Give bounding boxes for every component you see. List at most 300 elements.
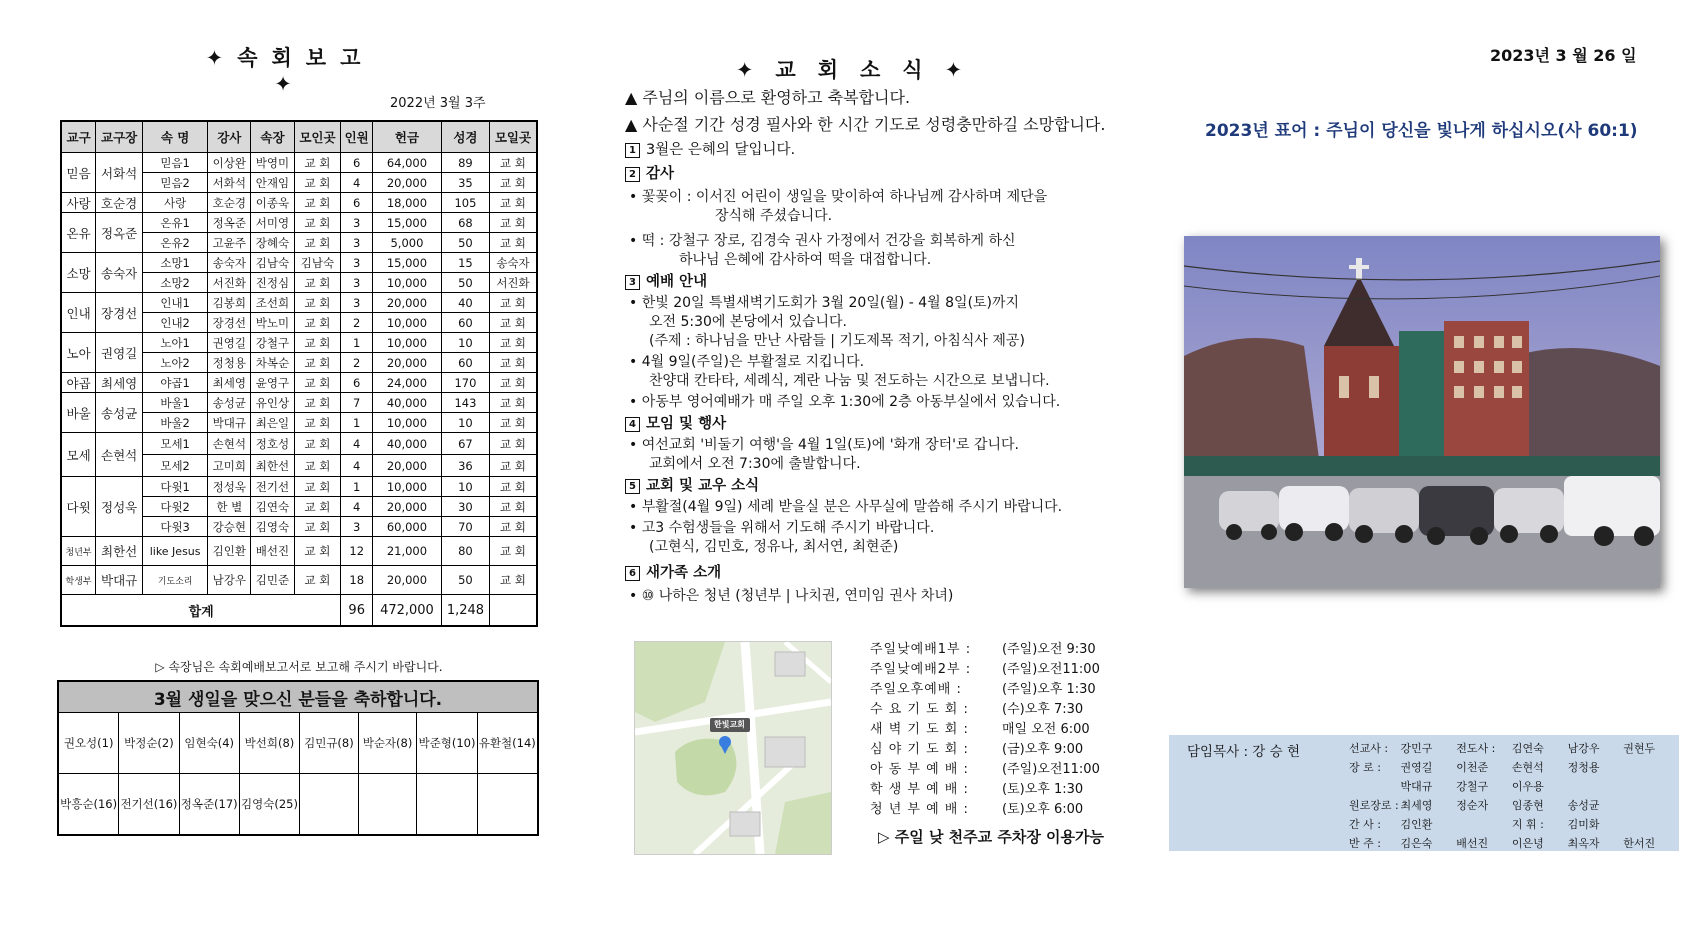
report-cell: 교 회 bbox=[294, 333, 341, 353]
report-cell: 최은일 bbox=[251, 413, 294, 433]
report-cell: 6 bbox=[341, 373, 373, 393]
report-cell: 차복순 bbox=[251, 353, 294, 373]
schedule-time: (수)오후 7:30 bbox=[1002, 702, 1084, 717]
report-cell: 교 회 bbox=[489, 413, 537, 433]
schedule-label: 학 생 부 예 배 : bbox=[870, 782, 969, 797]
schedule-row bbox=[870, 780, 1110, 800]
report-row bbox=[61, 253, 537, 273]
report-cell: 12 bbox=[341, 537, 373, 566]
early-prayer-theme: (주제 : 하나님을 만난 사람들 | 기도제목 적기, 아침식사 제공) bbox=[649, 333, 1025, 349]
report-row bbox=[61, 566, 537, 595]
map-graphic bbox=[635, 642, 831, 854]
report-cell: 송성균 bbox=[208, 393, 251, 413]
report-cell: 서진화 bbox=[489, 273, 537, 293]
report-cell: 1 bbox=[341, 477, 373, 497]
staff-name: 지 휘 : bbox=[1511, 817, 1544, 831]
birthday-cell: 전기선(16) bbox=[119, 774, 179, 836]
report-header-cell: 속 명 bbox=[143, 121, 208, 153]
report-header-cell: 인원 bbox=[341, 121, 373, 153]
report-cell: like Jesus bbox=[143, 537, 208, 566]
thanks-flowers: • 꽃꽂이 : 이서진 어린이 생일을 맞이하여 하나님께 감사하며 제단을 bbox=[629, 189, 1048, 205]
district-cell: 온유 bbox=[61, 213, 96, 253]
report-cell: 장혜숙 bbox=[251, 233, 294, 253]
district-cell: 노아 bbox=[61, 333, 96, 373]
report-cell: 교 회 bbox=[294, 193, 341, 213]
staff-row bbox=[1349, 833, 1679, 852]
report-cell: 박노미 bbox=[251, 313, 294, 333]
english-worship-line: • 아동부 영어예배가 매 주일 오후 1:30에 2층 아동부실에서 있습니다. bbox=[629, 394, 1061, 410]
schedule-time: (토)오후 6:00 bbox=[1002, 802, 1084, 817]
birthday-cell: 김민규(8) bbox=[300, 713, 359, 774]
report-cell: 한 별 bbox=[208, 497, 251, 517]
report-cell: 10,000 bbox=[373, 477, 442, 497]
report-cell: 진정심 bbox=[251, 273, 294, 293]
report-cell: 50 bbox=[441, 233, 489, 253]
district-leader-cell: 송성균 bbox=[96, 393, 143, 433]
birthday-cell: 유환철(14) bbox=[477, 713, 538, 774]
report-cell: 김연숙 bbox=[251, 497, 294, 517]
birthday-row bbox=[58, 774, 538, 836]
report-cell: 교 회 bbox=[294, 373, 341, 393]
trip-detail: 교회에서 오전 7:30에 출발합니다. bbox=[649, 456, 861, 472]
report-cell: 교 회 bbox=[294, 393, 341, 413]
church-news bbox=[625, 84, 1125, 606]
report-cell: 교 회 bbox=[489, 353, 537, 373]
report-cell: 교 회 bbox=[489, 497, 537, 517]
report-cell: 교 회 bbox=[489, 313, 537, 333]
report-cell: 서진화 bbox=[208, 273, 251, 293]
staff-name: 정순자 bbox=[1456, 798, 1489, 812]
report-cell: 교 회 bbox=[489, 293, 537, 313]
section-2: 2 감사 bbox=[625, 162, 1125, 186]
report-row bbox=[61, 537, 537, 566]
report-cell: 20,000 bbox=[373, 173, 442, 193]
report-cell: 이종욱 bbox=[251, 193, 294, 213]
report-cell: 교 회 bbox=[489, 153, 537, 173]
report-cell: 5,000 bbox=[373, 233, 442, 253]
staff-name: 전도사 : bbox=[1456, 741, 1496, 755]
report-cell: 인내1 bbox=[143, 293, 208, 313]
report-cell: 전기선 bbox=[251, 477, 294, 497]
birthday-cell bbox=[417, 774, 477, 836]
report-cell: 교 회 bbox=[294, 537, 341, 566]
report-row bbox=[61, 373, 537, 393]
schedule-label: 수 요 기 도 회 : bbox=[870, 702, 969, 717]
report-row bbox=[61, 433, 537, 455]
birthday-table bbox=[57, 680, 539, 836]
report-cell: 교 회 bbox=[489, 213, 537, 233]
report-cell: 안재임 bbox=[251, 173, 294, 193]
section-4: 4 모임 및 행사 bbox=[625, 412, 1125, 436]
report-cell: 교 회 bbox=[489, 537, 537, 566]
schedule-row bbox=[870, 760, 1110, 780]
birthday-cell bbox=[300, 774, 359, 836]
schedule-label: 아 동 부 예 배 : bbox=[870, 762, 969, 777]
report-cell: 40,000 bbox=[373, 433, 442, 455]
report-cell: 조선희 bbox=[251, 293, 294, 313]
district-cell: 사랑 bbox=[61, 193, 96, 213]
report-cell: 6 bbox=[341, 153, 373, 173]
report-row bbox=[61, 153, 537, 173]
thanks-rice-cake: • 떡 : 강철구 장로, 김경숙 권사 가정에서 건강을 회복하게 하신 bbox=[629, 233, 1016, 249]
schedule-row bbox=[870, 700, 1110, 720]
report-row bbox=[61, 293, 537, 313]
district-cell: 인내 bbox=[61, 293, 96, 333]
report-cell: 모세2 bbox=[143, 455, 208, 477]
exam-students: (고현식, 김민호, 정유나, 최서연, 최현준) bbox=[649, 539, 899, 555]
report-cell: 2 bbox=[341, 313, 373, 333]
staff-name: 배선진 bbox=[1456, 836, 1489, 850]
report-cell: 기도소리 bbox=[143, 566, 208, 595]
schedule-label: 주일낮예배2부 : bbox=[870, 662, 972, 677]
report-cell: 21,000 bbox=[373, 537, 442, 566]
total-empty bbox=[489, 595, 537, 627]
report-cell: 15,000 bbox=[373, 213, 442, 233]
birthday-cell: 박흥순(16) bbox=[58, 774, 119, 836]
birthday-cell: 박선희(8) bbox=[239, 713, 299, 774]
schedule-label: 주일낮예배1부 : bbox=[870, 642, 972, 657]
staff-row bbox=[1349, 795, 1679, 814]
staff-name: 이천준 bbox=[1456, 760, 1489, 774]
cell-group-report-table bbox=[60, 120, 538, 627]
report-cell: 다윗3 bbox=[143, 517, 208, 537]
easter-line: • 4월 9일(주일)은 부활절로 지킵니다. bbox=[629, 354, 865, 370]
report-header-cell: 교구장 bbox=[96, 121, 143, 153]
report-cell: 교 회 bbox=[294, 233, 341, 253]
schedule-time: (금)오후 9:00 bbox=[1002, 742, 1084, 757]
birthday-cell: 정옥준(17) bbox=[179, 774, 239, 836]
report-cell: 고윤주 bbox=[208, 233, 251, 253]
staff-name: 이우용 bbox=[1511, 779, 1544, 793]
report-title: ✦속회보고✦ bbox=[205, 46, 375, 96]
report-cell: 89 bbox=[441, 153, 489, 173]
report-total-row bbox=[61, 595, 537, 627]
church-photo bbox=[1184, 236, 1660, 588]
report-cell: 교 회 bbox=[489, 233, 537, 253]
report-cell: 18 bbox=[341, 566, 373, 595]
staff-role: 간 사 : bbox=[1349, 817, 1381, 831]
new-family-line: • ⑩ 나하은 청년 (청년부 | 나치권, 연미임 권사 차녀) bbox=[629, 588, 954, 604]
report-cell: 3 bbox=[341, 517, 373, 537]
church-staff-box bbox=[1169, 735, 1679, 851]
report-cell: 다윗2 bbox=[143, 497, 208, 517]
report-cell: 1 bbox=[341, 413, 373, 433]
schedule-time: 매일 오전 6:00 bbox=[1002, 722, 1090, 737]
report-cell: 소망2 bbox=[143, 273, 208, 293]
report-cell: 소망1 bbox=[143, 253, 208, 273]
report-cell: 3 bbox=[341, 233, 373, 253]
report-cell: 24,000 bbox=[373, 373, 442, 393]
report-cell: 20,000 bbox=[373, 566, 442, 595]
report-cell: 4 bbox=[341, 433, 373, 455]
report-row bbox=[61, 193, 537, 213]
report-cell: 김봉희 bbox=[208, 293, 251, 313]
staff-name: 박대규 bbox=[1400, 779, 1433, 793]
schedule-row bbox=[870, 680, 1110, 700]
district-leader-cell: 박대규 bbox=[96, 566, 143, 595]
schedule-row bbox=[870, 720, 1110, 740]
report-cell: 온유1 bbox=[143, 213, 208, 233]
report-cell: 10,000 bbox=[373, 273, 442, 293]
report-cell: 남강우 bbox=[208, 566, 251, 595]
senior-pastor: 담임목사 : 강 승 현 bbox=[1187, 744, 1301, 760]
report-cell: 20,000 bbox=[373, 455, 442, 477]
report-date: 2022년 3월 3주 bbox=[390, 96, 486, 111]
report-cell: 김민준 bbox=[251, 566, 294, 595]
district-leader-cell: 손현석 bbox=[96, 433, 143, 477]
report-cell: 호순경 bbox=[208, 193, 251, 213]
thanks-flowers-cont: 장식해 주셨습니다. bbox=[715, 208, 833, 224]
report-cell: 20,000 bbox=[373, 293, 442, 313]
report-cell: 노아2 bbox=[143, 353, 208, 373]
staff-role: 선교사 : bbox=[1349, 741, 1389, 755]
report-cell: 교 회 bbox=[489, 566, 537, 595]
staff-name: 김연숙 bbox=[1511, 741, 1544, 755]
report-cell: 교 회 bbox=[294, 455, 341, 477]
staff-name: 남강우 bbox=[1567, 741, 1600, 755]
report-cell: 10 bbox=[441, 413, 489, 433]
welcome-line: ▲ 주님의 이름으로 환영하고 축복합니다. bbox=[625, 88, 911, 107]
report-cell: 3 bbox=[341, 253, 373, 273]
schedule-row bbox=[870, 660, 1110, 680]
birthday-cell: 박준형(10) bbox=[417, 713, 477, 774]
section-6: 6 새가족 소개 bbox=[625, 561, 1125, 585]
birthday-cell: 임현숙(4) bbox=[179, 713, 239, 774]
staff-name: 송성균 bbox=[1567, 798, 1600, 812]
report-cell: 4 bbox=[341, 173, 373, 193]
report-cell: 교 회 bbox=[489, 455, 537, 477]
report-cell: 교 회 bbox=[489, 373, 537, 393]
report-cell: 바울1 bbox=[143, 393, 208, 413]
schedule-row bbox=[870, 740, 1110, 760]
report-cell: 교 회 bbox=[489, 477, 537, 497]
report-cell: 유인상 bbox=[251, 393, 294, 413]
report-cell: 15 bbox=[441, 253, 489, 273]
total-people: 96 bbox=[341, 595, 373, 627]
report-header-cell: 교구 bbox=[61, 121, 96, 153]
birthday-cell: 김영숙(25) bbox=[239, 774, 299, 836]
report-cell: 18,000 bbox=[373, 193, 442, 213]
report-cell: 손현석 bbox=[208, 433, 251, 455]
schedule-label: 심 야 기 도 회 : bbox=[870, 742, 969, 757]
section-3: 3 예배 안내 bbox=[625, 270, 1125, 294]
report-cell: 김남숙 bbox=[251, 253, 294, 273]
birthday-cell: 박순자(8) bbox=[358, 713, 417, 774]
staff-name: 권현두 bbox=[1623, 741, 1656, 755]
report-cell: 60,000 bbox=[373, 517, 442, 537]
report-cell: 67 bbox=[441, 433, 489, 455]
report-header-cell: 모인곳 bbox=[294, 121, 341, 153]
district-leader-cell: 최세영 bbox=[96, 373, 143, 393]
report-cell: 60 bbox=[441, 313, 489, 333]
trip-line: • 여선교회 '비둘기 여행'을 4월 1일(토)에 '화개 장터'로 갑니다. bbox=[629, 437, 1019, 453]
staff-name: 손현석 bbox=[1511, 760, 1544, 774]
report-header-cell: 모일곳 bbox=[489, 121, 537, 153]
report-cell: 36 bbox=[441, 455, 489, 477]
staff-row bbox=[1349, 814, 1679, 833]
report-cell: 최한선 bbox=[251, 455, 294, 477]
report-cell: 박대규 bbox=[208, 413, 251, 433]
report-cell: 4 bbox=[341, 455, 373, 477]
report-cell: 10 bbox=[441, 333, 489, 353]
report-cell: 이상완 bbox=[208, 153, 251, 173]
bulletin-date: 2023년 3 월 26 일 bbox=[1490, 46, 1637, 65]
report-cell: 장경선 bbox=[208, 313, 251, 333]
report-cell: 교 회 bbox=[294, 477, 341, 497]
staff-role: 장 로 : bbox=[1349, 760, 1381, 774]
staff-name: 김인환 bbox=[1400, 817, 1433, 831]
report-cell: 35 bbox=[441, 173, 489, 193]
report-cell: 믿음1 bbox=[143, 153, 208, 173]
report-cell: 3 bbox=[341, 273, 373, 293]
report-cell: 교 회 bbox=[489, 517, 537, 537]
schedule-time: (주일)오전11:00 bbox=[1002, 662, 1100, 677]
staff-name: 임종현 bbox=[1511, 798, 1544, 812]
report-cell: 최세영 bbox=[208, 373, 251, 393]
district-leader-cell: 정옥준 bbox=[96, 213, 143, 253]
report-cell: 교 회 bbox=[294, 313, 341, 333]
report-cell: 2 bbox=[341, 353, 373, 373]
report-cell: 김영숙 bbox=[251, 517, 294, 537]
report-cell: 정옥준 bbox=[208, 213, 251, 233]
district-cell: 청년부 bbox=[61, 537, 96, 566]
report-cell: 교 회 bbox=[294, 173, 341, 193]
report-cell: 70 bbox=[441, 517, 489, 537]
report-cell: 고미희 bbox=[208, 455, 251, 477]
report-cell: 80 bbox=[441, 537, 489, 566]
report-cell: 강승현 bbox=[208, 517, 251, 537]
report-cell: 권영길 bbox=[208, 333, 251, 353]
staff-name: 김미화 bbox=[1567, 817, 1600, 831]
report-cell: 6 bbox=[341, 193, 373, 213]
baptism-line: • 부활절(4월 9일) 세례 받을실 분은 사무실에 말씀해 주시기 바랍니다. bbox=[629, 499, 1063, 515]
schedule-label: 새 벽 기 도 회 : bbox=[870, 722, 969, 737]
report-cell: 10 bbox=[441, 477, 489, 497]
schedule-row bbox=[870, 800, 1110, 820]
staff-name: 한서진 bbox=[1623, 836, 1656, 850]
staff-name: 정청용 bbox=[1567, 760, 1600, 774]
report-cell: 모세1 bbox=[143, 433, 208, 455]
district-leader-cell: 송숙자 bbox=[96, 253, 143, 293]
report-cell: 3 bbox=[341, 293, 373, 313]
thanks-rice-cake-cont: 하나님 은혜에 감사하여 떡을 대접합니다. bbox=[679, 252, 932, 268]
total-offering: 472,000 bbox=[373, 595, 442, 627]
report-cell: 윤영구 bbox=[251, 373, 294, 393]
church-location-map bbox=[634, 641, 832, 855]
easter-detail: 찬양대 칸타타, 세례식, 계란 나눔 및 전도하는 시간으로 보냅니다. bbox=[649, 373, 1050, 389]
schedule-row bbox=[870, 640, 1110, 660]
lent-line: ▲ 사순절 기간 성경 필사와 한 시간 기도로 성령충만하길 소망합니다. bbox=[625, 115, 1106, 134]
report-cell: 교 회 bbox=[489, 433, 537, 455]
birthday-cell: 박정순(2) bbox=[119, 713, 179, 774]
schedule-time: (주일)오후 1:30 bbox=[1002, 682, 1096, 697]
report-cell: 김남숙 bbox=[294, 253, 341, 273]
staff-name: 최세영 bbox=[1400, 798, 1433, 812]
report-cell: 50 bbox=[441, 273, 489, 293]
report-cell: 송숙자 bbox=[208, 253, 251, 273]
report-cell: 송숙자 bbox=[489, 253, 537, 273]
report-row bbox=[61, 333, 537, 353]
report-cell: 교 회 bbox=[489, 193, 537, 213]
staff-name: 강민구 bbox=[1400, 741, 1433, 755]
report-cell: 교 회 bbox=[294, 517, 341, 537]
report-cell: 배선진 bbox=[251, 537, 294, 566]
report-cell: 교 회 bbox=[489, 333, 537, 353]
staff-role: 반 주 : bbox=[1349, 836, 1381, 850]
report-cell: 박영미 bbox=[251, 153, 294, 173]
schedule-label: 청 년 부 예 배 : bbox=[870, 802, 969, 817]
report-row bbox=[61, 393, 537, 413]
birthday-cell bbox=[358, 774, 417, 836]
report-cell: 교 회 bbox=[294, 497, 341, 517]
district-leader-cell: 최한선 bbox=[96, 537, 143, 566]
report-cell: 믿음2 bbox=[143, 173, 208, 193]
schedule-time: (토)오후 1:30 bbox=[1002, 782, 1084, 797]
report-cell: 3 bbox=[341, 213, 373, 233]
staff-name: 강철구 bbox=[1456, 779, 1489, 793]
report-cell: 20,000 bbox=[373, 353, 442, 373]
report-cell: 40 bbox=[441, 293, 489, 313]
report-cell: 10,000 bbox=[373, 413, 442, 433]
district-cell: 학생부 bbox=[61, 566, 96, 595]
report-cell: 105 bbox=[441, 193, 489, 213]
report-cell: 교 회 bbox=[294, 273, 341, 293]
birthday-cell bbox=[477, 774, 538, 836]
district-leader-cell: 호순경 bbox=[96, 193, 143, 213]
report-header-cell: 속장 bbox=[251, 121, 294, 153]
report-cell: 4 bbox=[341, 497, 373, 517]
staff-name: 권영길 bbox=[1400, 760, 1433, 774]
birthday-title: 3월 생일을 맞으신 분들을 축하합니다. bbox=[58, 681, 538, 713]
report-cell: 50 bbox=[441, 566, 489, 595]
annual-motto: 2023년 표어 : 주님이 당신을 빛나게 하십시오(사 60:1) bbox=[1205, 121, 1638, 141]
report-cell: 교 회 bbox=[294, 213, 341, 233]
birthday-row bbox=[58, 713, 538, 774]
report-cell: 교 회 bbox=[294, 413, 341, 433]
report-cell: 서화석 bbox=[208, 173, 251, 193]
report-note: ▷ 속장님은 속회예배보고서로 보고해 주시기 바랍니다. bbox=[155, 660, 443, 674]
schedule-label: 주일오후예배 : bbox=[870, 682, 962, 697]
report-header-cell: 강사 bbox=[208, 121, 251, 153]
staff-row bbox=[1349, 757, 1679, 776]
total-bible: 1,248 bbox=[441, 595, 489, 627]
report-cell: 30 bbox=[441, 497, 489, 517]
report-cell: 60 bbox=[441, 353, 489, 373]
report-cell: 사랑 bbox=[143, 193, 208, 213]
exam-prayer-line: • 고3 수험생들을 위해서 기도해 주시기 바랍니다. bbox=[629, 520, 935, 536]
early-prayer-line: • 한빛 20일 특별새벽기도회가 3월 20일(월) - 4월 8일(토)까지 bbox=[629, 295, 1020, 311]
section-1: 1 3월은 은혜의 달입니다. bbox=[625, 138, 1125, 162]
district-cell: 다윗 bbox=[61, 477, 96, 537]
report-cell: 바울2 bbox=[143, 413, 208, 433]
report-cell: 교 회 bbox=[294, 293, 341, 313]
map-church-label: 한빛교회 bbox=[714, 720, 745, 729]
report-cell: 교 회 bbox=[294, 566, 341, 595]
report-cell: 강철구 bbox=[251, 333, 294, 353]
staff-name: 이은녕 bbox=[1511, 836, 1544, 850]
worship-schedule bbox=[870, 640, 1110, 820]
district-leader-cell: 권영길 bbox=[96, 333, 143, 373]
early-prayer-time: 오전 5:30에 본당에서 있습니다. bbox=[649, 314, 848, 330]
report-cell: 64,000 bbox=[373, 153, 442, 173]
report-cell: 143 bbox=[441, 393, 489, 413]
report-cell: 다윗1 bbox=[143, 477, 208, 497]
staff-name: 최옥자 bbox=[1567, 836, 1600, 850]
staff-role: 원로장로 : bbox=[1349, 798, 1399, 812]
report-cell: 온유2 bbox=[143, 233, 208, 253]
district-cell: 바울 bbox=[61, 393, 96, 433]
parking-note: ▷ 주일 낮 천주교 주차장 이용가능 bbox=[878, 828, 1105, 846]
